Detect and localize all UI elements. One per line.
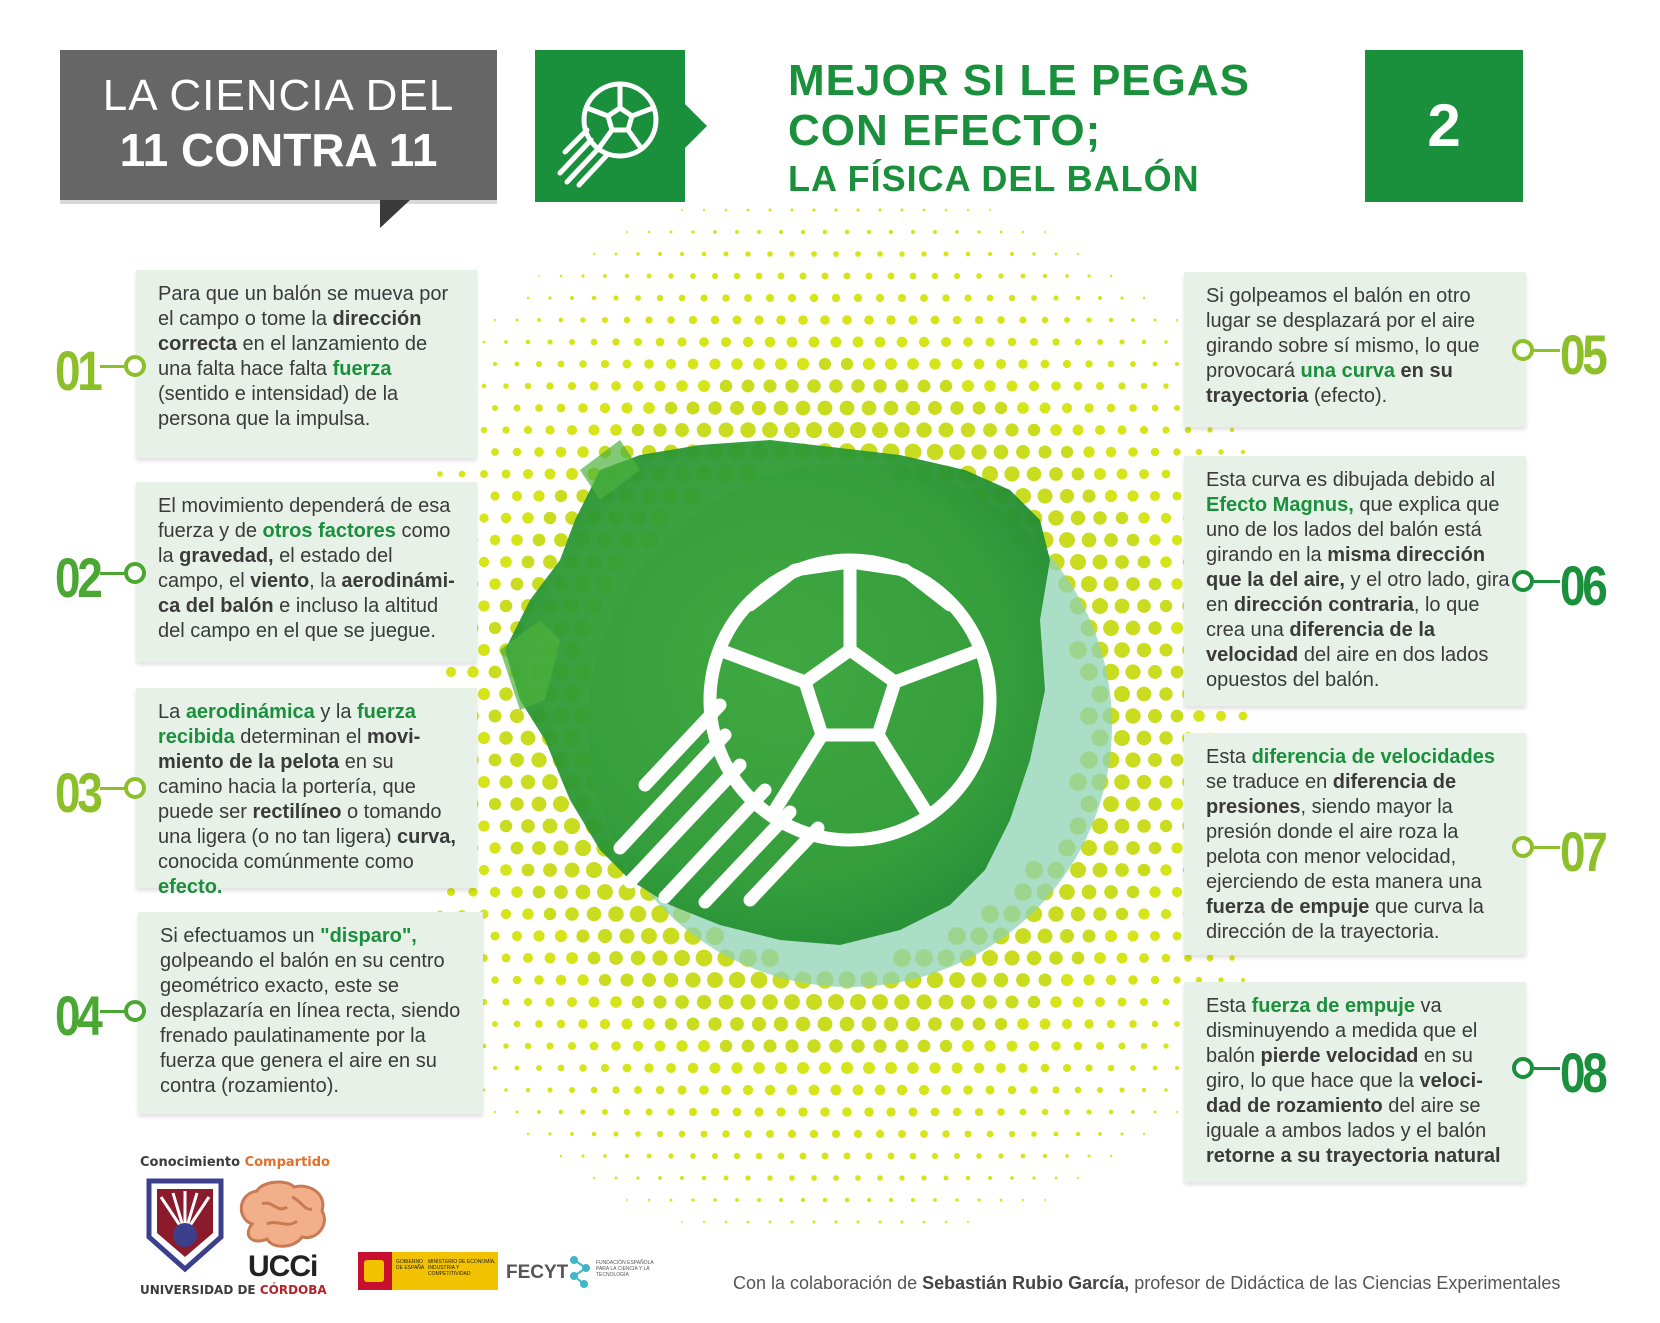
footer-suffix: profesor de Didáctica de las Ciencias Experimentales <box>1129 1273 1561 1293</box>
footer-author: Sebastián Rubio García, <box>922 1273 1130 1293</box>
point-text-segment: otros factores <box>262 520 396 542</box>
point-card-04 <box>138 912 483 1114</box>
point-text-06 <box>1206 468 1512 693</box>
point-text-segment: Efecto Magnus, <box>1206 494 1354 516</box>
point-text-segment: La <box>158 701 186 723</box>
soccer-ball-icon <box>600 530 1040 930</box>
point-text-03 <box>158 700 461 900</box>
small-soccer-ball-icon <box>535 50 685 202</box>
point-number-04: 04 <box>55 984 100 1047</box>
connector-08 <box>1534 1067 1560 1070</box>
connector-04 <box>100 1010 124 1013</box>
point-text-segment: efecto. <box>158 876 223 898</box>
point-text-segment: e incluso la altitud del campo en el que se juegue. <box>158 595 439 642</box>
point-card-05 <box>1184 272 1526 427</box>
point-text-segment: dirección contraria <box>1233 594 1414 616</box>
connector-ring-05 <box>1512 339 1534 361</box>
fecyt-subtitle: FUNDACIÓN ESPAÑOLA PARA LA CIENCIA Y LA TECNOLOGÍA <box>596 1260 654 1278</box>
point-text-segment: en su trayectoria <box>1206 360 1453 407</box>
point-text-segment: como la <box>158 520 451 567</box>
point-number-03: 03 <box>55 761 100 824</box>
connector-ring-03 <box>124 777 146 799</box>
point-text-segment: que explica que uno de los lados del balón está girando en la <box>1206 494 1500 566</box>
series-title-line1: LA CIENCIA DEL <box>102 71 455 120</box>
point-text-segment: curva, <box>397 826 456 848</box>
point-text-segment: rectilíneo <box>252 801 342 823</box>
connector-ring-06 <box>1512 570 1534 592</box>
point-text-segment: Para que un balón se mueva por el campo o tome la <box>158 283 449 330</box>
connector-ring-04 <box>124 1000 146 1022</box>
headline-line1: MEJOR SI LE PEGAS <box>788 56 1250 105</box>
point-number-02: 02 <box>55 546 100 609</box>
point-card-06 <box>1184 456 1526 706</box>
conocimiento-compartido-logo <box>140 1155 340 1300</box>
point-card-01 <box>136 270 477 458</box>
point-text-segment: en el lanzamiento de una falta hace falta <box>158 333 428 380</box>
point-text-01 <box>158 282 461 432</box>
university-shield-icon <box>145 1177 225 1273</box>
point-text-segment: aerodinámica <box>185 701 315 723</box>
point-text-segment: fuerza de empuje <box>1251 995 1415 1017</box>
gobierno-logo <box>358 1252 498 1290</box>
footer-credits <box>733 1273 1560 1294</box>
connector-01 <box>100 365 124 368</box>
point-text-segment: en su giro, lo que hace que la <box>1206 1045 1473 1092</box>
point-text-08 <box>1206 994 1512 1169</box>
point-number-08: 08 <box>1560 1041 1605 1104</box>
point-text-segment: movi-miento de la pelota <box>158 726 421 773</box>
connector-02 <box>100 572 124 575</box>
point-card-08 <box>1184 982 1526 1182</box>
point-card-07 <box>1184 733 1526 955</box>
point-text-segment: retorne a su trayectoria natural <box>1206 1145 1501 1167</box>
point-text-segment: diferencia de la velocidad <box>1206 619 1436 666</box>
point-text-07 <box>1206 745 1512 945</box>
headline-line3: LA FÍSICA DEL BALÓN <box>788 158 1200 199</box>
point-number-01: 01 <box>55 339 100 402</box>
connector-03 <box>100 787 124 790</box>
fecyt-text: FECYT <box>506 1262 569 1283</box>
spain-coat-of-arms-icon <box>364 1260 384 1282</box>
point-text-segment: va disminuyendo a medida que el balón <box>1206 995 1478 1067</box>
point-text-segment: dirección correcta <box>158 308 422 355</box>
point-number-07: 07 <box>1560 820 1605 883</box>
fecyt-molecule-icon <box>566 1254 594 1290</box>
point-text-segment: el estado del campo, el <box>158 545 393 592</box>
point-text-segment: viento <box>250 570 310 592</box>
connector-07 <box>1534 846 1560 849</box>
point-text-segment: Si golpeamos el balón en otro lugar se desplazará por el aire girando sobre sí mismo, lo que provocará <box>1206 285 1480 382</box>
point-text-segment: , la <box>309 570 342 592</box>
point-text-segment: conocida comúnmente como <box>158 851 414 873</box>
point-text-segment: Esta <box>1206 995 1252 1017</box>
header-icon-box <box>535 50 685 202</box>
point-number-06: 06 <box>1560 554 1605 617</box>
connector-ring-02 <box>124 562 146 584</box>
connector-ring-08 <box>1512 1057 1534 1079</box>
speech-tail <box>380 200 410 228</box>
point-text-segment: y el otro lado, gira en <box>1206 569 1510 616</box>
point-text-02 <box>158 494 461 644</box>
point-text-segment: Esta curva es dibujada debido al <box>1206 469 1496 491</box>
point-text-segment: diferencia de velocidades <box>1251 746 1496 768</box>
logo-conocimiento-text: Conocimiento <box>140 1155 241 1170</box>
point-text-segment: del aire en dos lados opuestos del balón. <box>1206 644 1489 691</box>
point-card-02 <box>136 482 477 662</box>
point-text-segment: veloci-dad de rozamiento <box>1206 1070 1483 1117</box>
logo-universidad-text: UNIVERSIDAD DE <box>140 1283 256 1297</box>
point-text-segment: diferencia de presiones <box>1206 771 1457 818</box>
point-text-segment: que curva la dirección de la trayectoria. <box>1206 896 1484 943</box>
point-text-segment: Si efectuamos un <box>160 925 321 947</box>
point-text-segment: determinan el <box>234 726 367 748</box>
connector-05 <box>1534 349 1560 352</box>
series-title-box <box>60 50 497 202</box>
connector-ring-07 <box>1512 836 1534 858</box>
logo-compartido-text: Compartido <box>244 1155 330 1170</box>
point-text-segment: fuerza recibida <box>158 701 416 748</box>
title-box-shadow <box>60 200 497 204</box>
point-text-segment: , lo que crea una <box>1206 594 1480 641</box>
brain-icon <box>232 1179 332 1259</box>
point-text-segment: del aire se iguale a ambos lados y el balón <box>1206 1095 1487 1142</box>
point-text-segment: , siendo mayor la presión donde el aire roza la pelota con menor velocidad, ejerciendo de esta manera una <box>1206 796 1482 893</box>
point-text-segment: fuerza de empuje <box>1206 896 1370 918</box>
logo-cordoba-text: CÓRDOBA <box>259 1283 327 1297</box>
point-card-03 <box>136 688 477 898</box>
point-text-segment: pierde velocidad <box>1260 1045 1419 1067</box>
point-text-segment: o tomando una ligera (o no tan ligera) <box>158 801 442 848</box>
connector-06 <box>1534 580 1560 583</box>
point-text-segment: se traduce en <box>1206 771 1333 793</box>
issue-number: 2 <box>1365 50 1523 202</box>
headline <box>788 56 1250 202</box>
point-text-segment: una curva <box>1300 360 1395 382</box>
point-text-segment: (sentido e intensidad) de la persona que la impulsa. <box>158 383 399 430</box>
point-text-segment: golpeando el balón en su centro geométrico exacto, este se desplazaría en línea recta, siendo frenado paulatinamente por la fuerza que genera el aire en su contra (rozamiento). <box>160 950 461 1097</box>
ministerio-text: MINISTERIO DE ECONOMÍA, INDUSTRIA Y COMPETITIVIDAD <box>428 1259 496 1277</box>
point-text-segment: "disparo", <box>320 925 417 947</box>
point-text-segment: (efecto). <box>1308 385 1388 407</box>
ucci-logo-text: UCCi <box>248 1250 318 1283</box>
point-text-segment: aerodinámi-ca del balón <box>158 570 455 617</box>
point-text-segment: Esta <box>1206 746 1252 768</box>
headline-line2: CON EFECTO; <box>788 106 1102 155</box>
point-text-segment: y la <box>314 701 358 723</box>
fecyt-logo <box>506 1252 656 1292</box>
point-number-05: 05 <box>1560 323 1605 386</box>
series-title-line2: 11 CONTRA 11 <box>119 124 438 176</box>
point-text-segment: El movimiento dependerá de esa fuerza y de <box>158 495 451 542</box>
point-text-segment: fuerza <box>332 358 392 380</box>
header-arrow <box>685 104 707 148</box>
point-text-segment: gravedad, <box>179 545 274 567</box>
point-text-segment: en su camino hacia la portería, que puede ser <box>158 751 416 823</box>
connector-ring-01 <box>124 355 146 377</box>
footer-prefix: Con la colaboración de <box>733 1273 923 1293</box>
point-text-04 <box>160 924 467 1099</box>
point-text-segment: misma dirección que la del aire, <box>1206 544 1486 591</box>
gobierno-text: GOBIERNO DE ESPAÑA <box>396 1259 425 1271</box>
point-text-05 <box>1206 284 1512 409</box>
